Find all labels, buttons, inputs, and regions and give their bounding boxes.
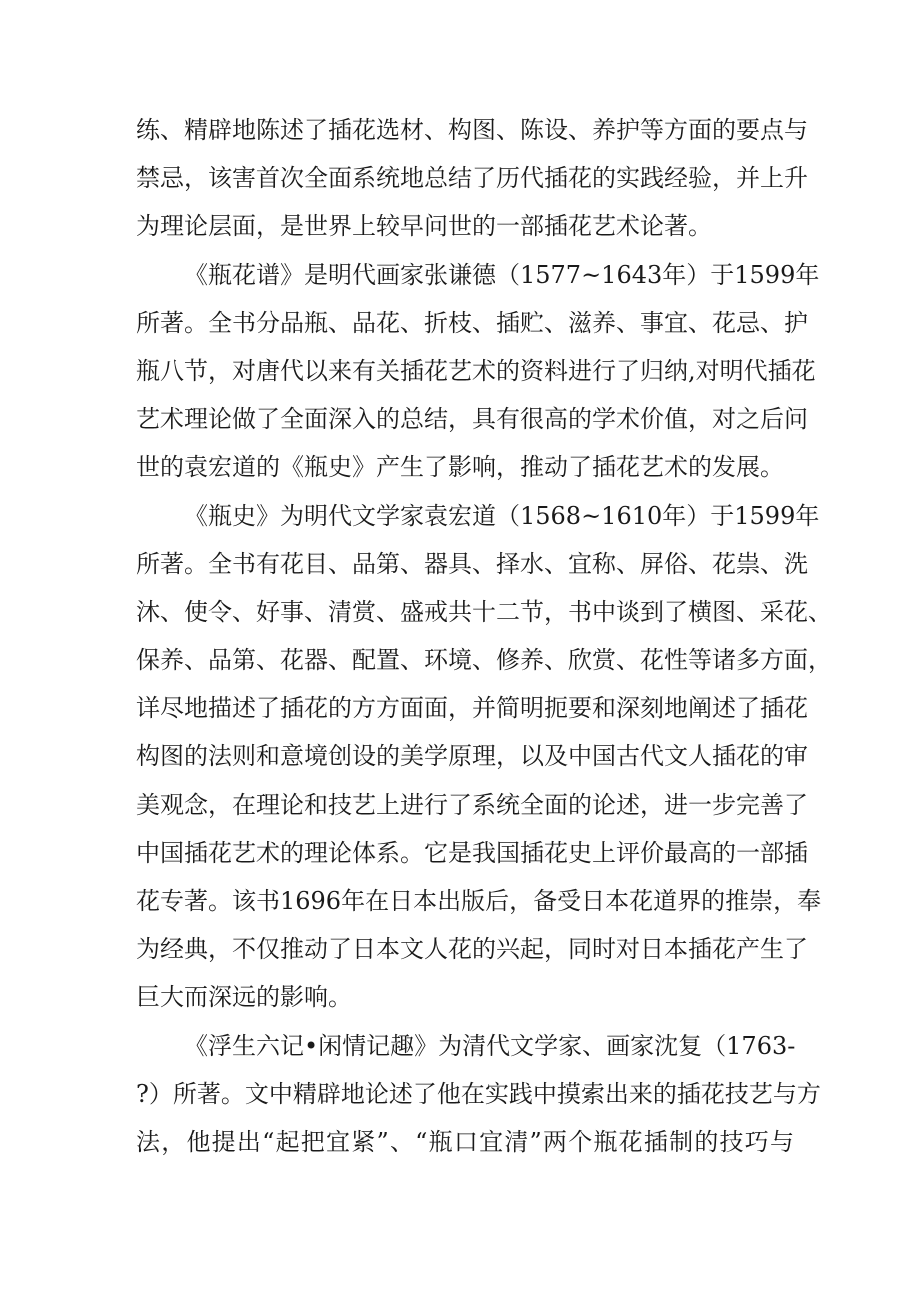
text-line: 所著。全书有花目、品第、器具、择水、宜称、屏俗、花祟、洗 — [136, 549, 808, 578]
text-line: 《浮生六记•闲情记趣》为清代文学家、画家沈复（1763- — [184, 1031, 796, 1060]
paragraph-intro-continued — [136, 106, 808, 251]
text-line: 巨大而深远的影响。 — [136, 983, 352, 1012]
text-line: 练、精辟地陈述了插花选材、构图、陈设、养护等方面的要点与 — [136, 116, 808, 144]
paragraph-fusheng-liuji — [136, 1022, 821, 1167]
text-line: 世的袁宏道的《瓶史》产生了影响，推动了插花艺术的发展。 — [136, 453, 784, 482]
text-line: 法，他提出“起把宜紧”、“瓶口宜清”两个瓶花插制的技巧与 — [136, 1127, 794, 1156]
text-line: 花专著。该书1696年在日本出版后，备受日本花道界的推崇，奉 — [136, 887, 822, 915]
text-line: 《瓶花谱》是明代画家张谦德（1577~1643年）于1599年 — [184, 260, 820, 289]
text-line: 为经典，不仅推动了日本文人花的兴起，同时对日本插花产生了 — [136, 935, 808, 964]
text-line: 美观念，在理论和技艺上进行了系统全面的论述，进一步完善了 — [136, 790, 808, 819]
text-line: 为理论层面，是世界上较早问世的一部插花艺术论著。 — [136, 212, 712, 241]
text-line: 保养、品第、花器、配置、环境、修养、欣赏、花性等诸多方面， — [136, 646, 832, 675]
text-line: 沐、使令、好事、清赏、盛戒共十二节，书中谈到了横图、采花、 — [136, 597, 832, 626]
text-line: 《瓶史》为明代文学家袁宏道（1568~1610年）于1599年 — [184, 501, 820, 530]
text-line: 详尽地描述了插花的方方面面，并简明扼要和深刻地阐述了插花 — [136, 694, 808, 723]
text-line: 禁忌，该害首次全面系统地总结了历代插花的实践经验，并上升 — [136, 164, 808, 193]
text-line: 构图的法则和意境创设的美学原理，以及中国古代文人插花的审 — [136, 742, 808, 771]
text-line: 艺术理论做了全面深入的总结，具有很高的学术价值，对之后问 — [136, 405, 808, 434]
body-text — [136, 106, 832, 1166]
text-line: 所著。全书分品瓶、品花、折枝、插贮、滋养、事宜、花忌、护 — [136, 308, 808, 337]
text-line: 中国插花艺术的理论体系。它是我国插花史上评价最高的一部插 — [136, 838, 808, 867]
text-line: ?）所著。文中精辟地论述了他在实践中摸索出来的插花技艺与方 — [136, 1079, 821, 1108]
paragraph-pingshi — [136, 492, 832, 1022]
text-line: 瓶八节，对唐代以来有关插花艺术的资料进行了归纳,对明代插花 — [136, 356, 816, 385]
paragraph-pinghuapu — [136, 251, 820, 492]
